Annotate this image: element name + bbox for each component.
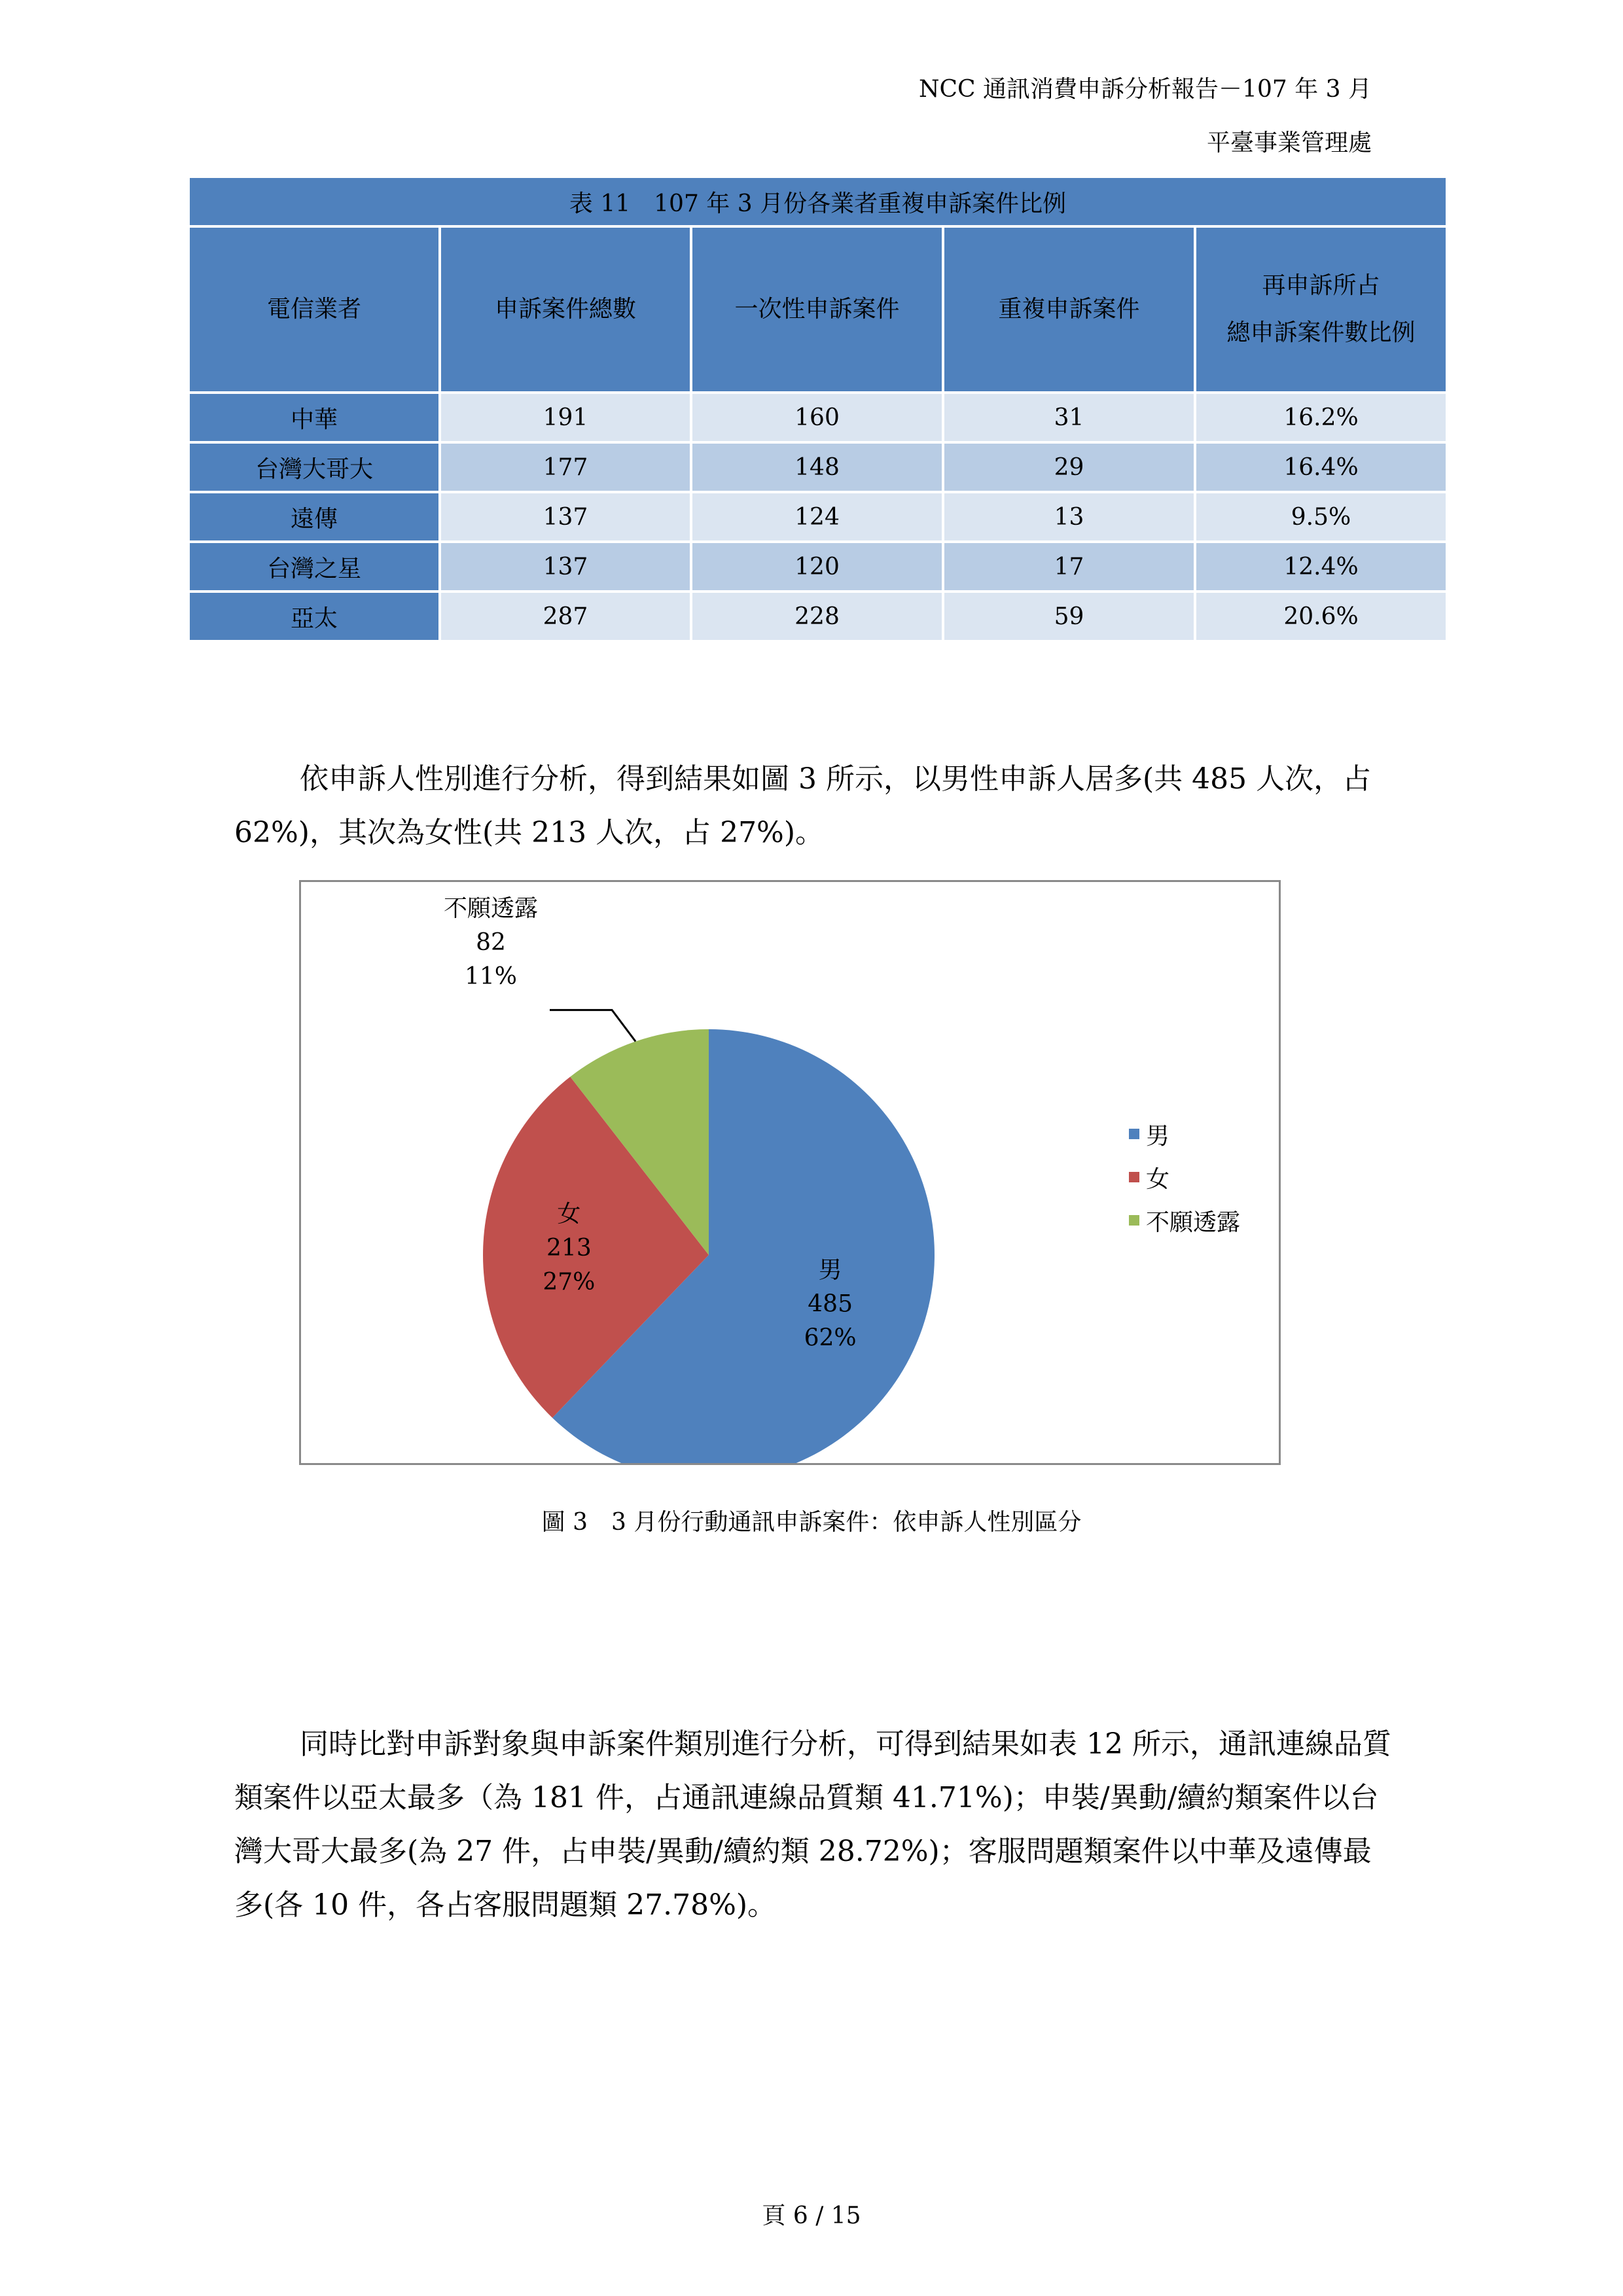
table-cell: 12.4% (1195, 542, 1447, 592)
legend-label: 女 (1146, 1165, 1170, 1193)
operator-cell: 遠傳 (188, 492, 440, 542)
table-cell: 29 (943, 442, 1195, 492)
body-paragraph: 同時比對申訴對象與申訴案件類別進行分析，可得到結果如表 12 所示，通訊連線品質類案件以亞太最多（為 181 件，占通訊連線品質類 41.71%)；申裝/異動/續約類案件以台灣大哥大最多(為 27 件，占申裝/異動/續約類 28.72%)；客服問題類案件以中華及遠傳最多(各 10 件，各占客服問題類 27.78%)。 (234, 1727, 1391, 1922)
legend-swatch (1129, 1215, 1139, 1226)
table-cell: 17 (943, 542, 1195, 592)
legend-item (1129, 1112, 1240, 1156)
data-label: 27% (543, 1268, 596, 1296)
table-row (188, 542, 1447, 592)
figure-caption: 圖 3 3 月份行動通訊申訴案件：依申訴人性別區分 (541, 1509, 1082, 1536)
column-header: 電信業者 (188, 226, 440, 393)
chart-legend (1129, 1112, 1240, 1242)
table-cell: 16.2% (1195, 393, 1447, 442)
legend-label: 男 (1146, 1122, 1170, 1150)
table-cell: 20.6% (1195, 592, 1447, 641)
column-header: 重複申訴案件 (943, 226, 1195, 393)
table-cell: 59 (943, 592, 1195, 641)
table-cell: 191 (440, 393, 691, 442)
table-cell: 137 (440, 492, 691, 542)
table-cell: 160 (691, 393, 943, 442)
gender-pie-chart (299, 880, 1281, 1465)
report-title-header: NCC 通訊消費申訴分析報告－107 年 3 月 (919, 76, 1372, 103)
table-cell: 137 (440, 542, 691, 592)
legend-label: 不願透露 (1146, 1209, 1241, 1236)
leader-line (550, 1010, 635, 1042)
table-cell: 31 (943, 393, 1195, 442)
table-cell: 177 (440, 442, 691, 492)
data-label: 11% (464, 963, 518, 990)
operator-cell: 亞太 (188, 592, 440, 641)
data-label: 不願透露 (443, 895, 539, 922)
legend-swatch (1129, 1129, 1139, 1139)
column-header: 申訴案件總數 (440, 226, 691, 393)
table-row (188, 492, 1447, 542)
body-paragraph: 依申訴人性別進行分析，得到結果如圖 3 所示，以男性申訴人居多(共 485 人次，占 62%)，其次為女性(共 213 人次，占 27%)。 (234, 762, 1372, 849)
legend-item (1129, 1156, 1240, 1199)
table-row (188, 442, 1447, 492)
legend-item (1129, 1199, 1240, 1242)
table-cell: 120 (691, 542, 943, 592)
table-row (188, 393, 1447, 442)
table-cell: 287 (440, 592, 691, 641)
column-header: 再申訴所占 總申訴案件數比例 (1195, 226, 1447, 393)
operator-cell: 台灣之星 (188, 542, 440, 592)
repeat-complaint-table (187, 175, 1448, 643)
table-caption: 表 11 107 年 3 月份各業者重複申訴案件比例 (188, 177, 1447, 226)
department-header: 平臺事業管理處 (1206, 130, 1372, 156)
data-label: 62% (804, 1324, 857, 1352)
table-cell: 124 (691, 492, 943, 542)
table-cell: 16.4% (1195, 442, 1447, 492)
page-number: 頁 6 / 15 (762, 2202, 861, 2229)
legend-swatch (1129, 1172, 1139, 1182)
column-header: 一次性申訴案件 (691, 226, 943, 393)
table-cell: 9.5% (1195, 492, 1447, 542)
operator-cell: 中華 (188, 393, 440, 442)
data-label: 男 (818, 1256, 842, 1284)
data-label: 82 (476, 929, 506, 956)
data-label: 女 (557, 1200, 581, 1227)
table-row (188, 592, 1447, 641)
operator-cell: 台灣大哥大 (188, 442, 440, 492)
table-cell: 228 (691, 592, 943, 641)
data-label: 485 (808, 1290, 853, 1318)
data-label: 213 (546, 1234, 592, 1262)
table-cell: 148 (691, 442, 943, 492)
table-cell: 13 (943, 492, 1195, 542)
